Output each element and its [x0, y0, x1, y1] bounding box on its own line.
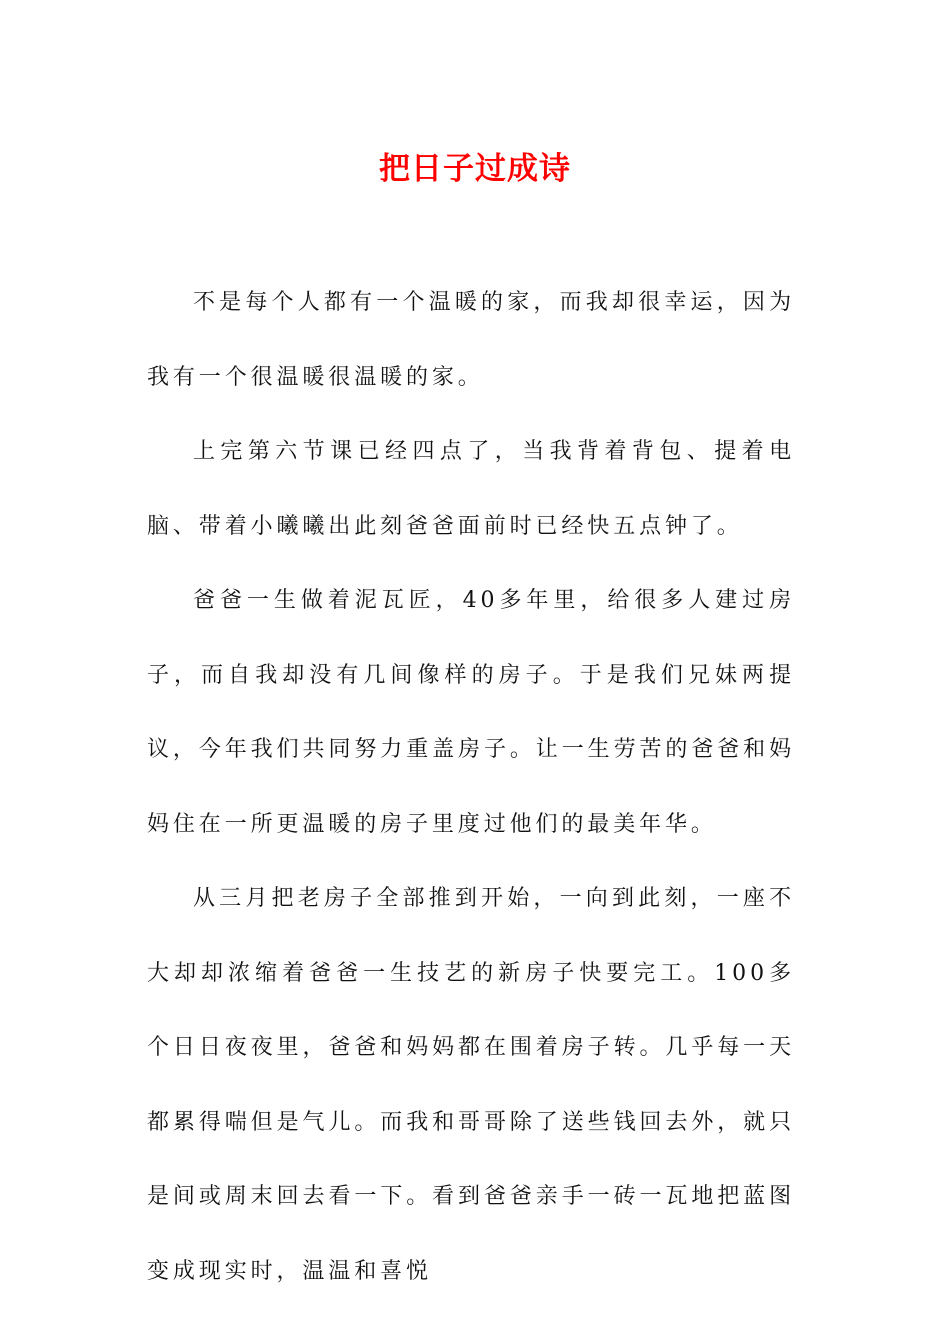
document-body	[147, 266, 795, 1309]
paragraph-4: 从三月把老房子全部推到开始，一向到此刻，一座不大却却浓缩着爸爸一生技艺的新房子快要完工。100多个日日夜夜里，爸爸和妈妈都在围着房子转。几乎每一天都累得喘但是气儿。而我和哥哥除了送些钱回去外，就只是间或周末回去看一下。看到爸爸亲手一砖一瓦地把蓝图变成现实时，温温和喜悦	[147, 886, 795, 1284]
paragraph-2: 上完第六节课已经四点了，当我背着背包、提着电脑、带着小曦曦出此刻爸爸面前时已经快五点钟了。	[147, 439, 795, 539]
document-title: 把日子过成诗	[379, 151, 571, 187]
paragraph-3: 爸爸一生做着泥瓦匠，40多年里，给很多人建过房子，而自我却没有几间像样的房子。于是我们兄妹两提议，今年我们共同努力重盖房子。让一生劳苦的爸爸和妈妈住在一所更温暖的房子里度过他们的最美年华。	[147, 588, 795, 837]
paragraph-1: 不是每个人都有一个温暖的家，而我却很幸运，因为我有一个很温暖很温暖的家。	[147, 290, 795, 390]
